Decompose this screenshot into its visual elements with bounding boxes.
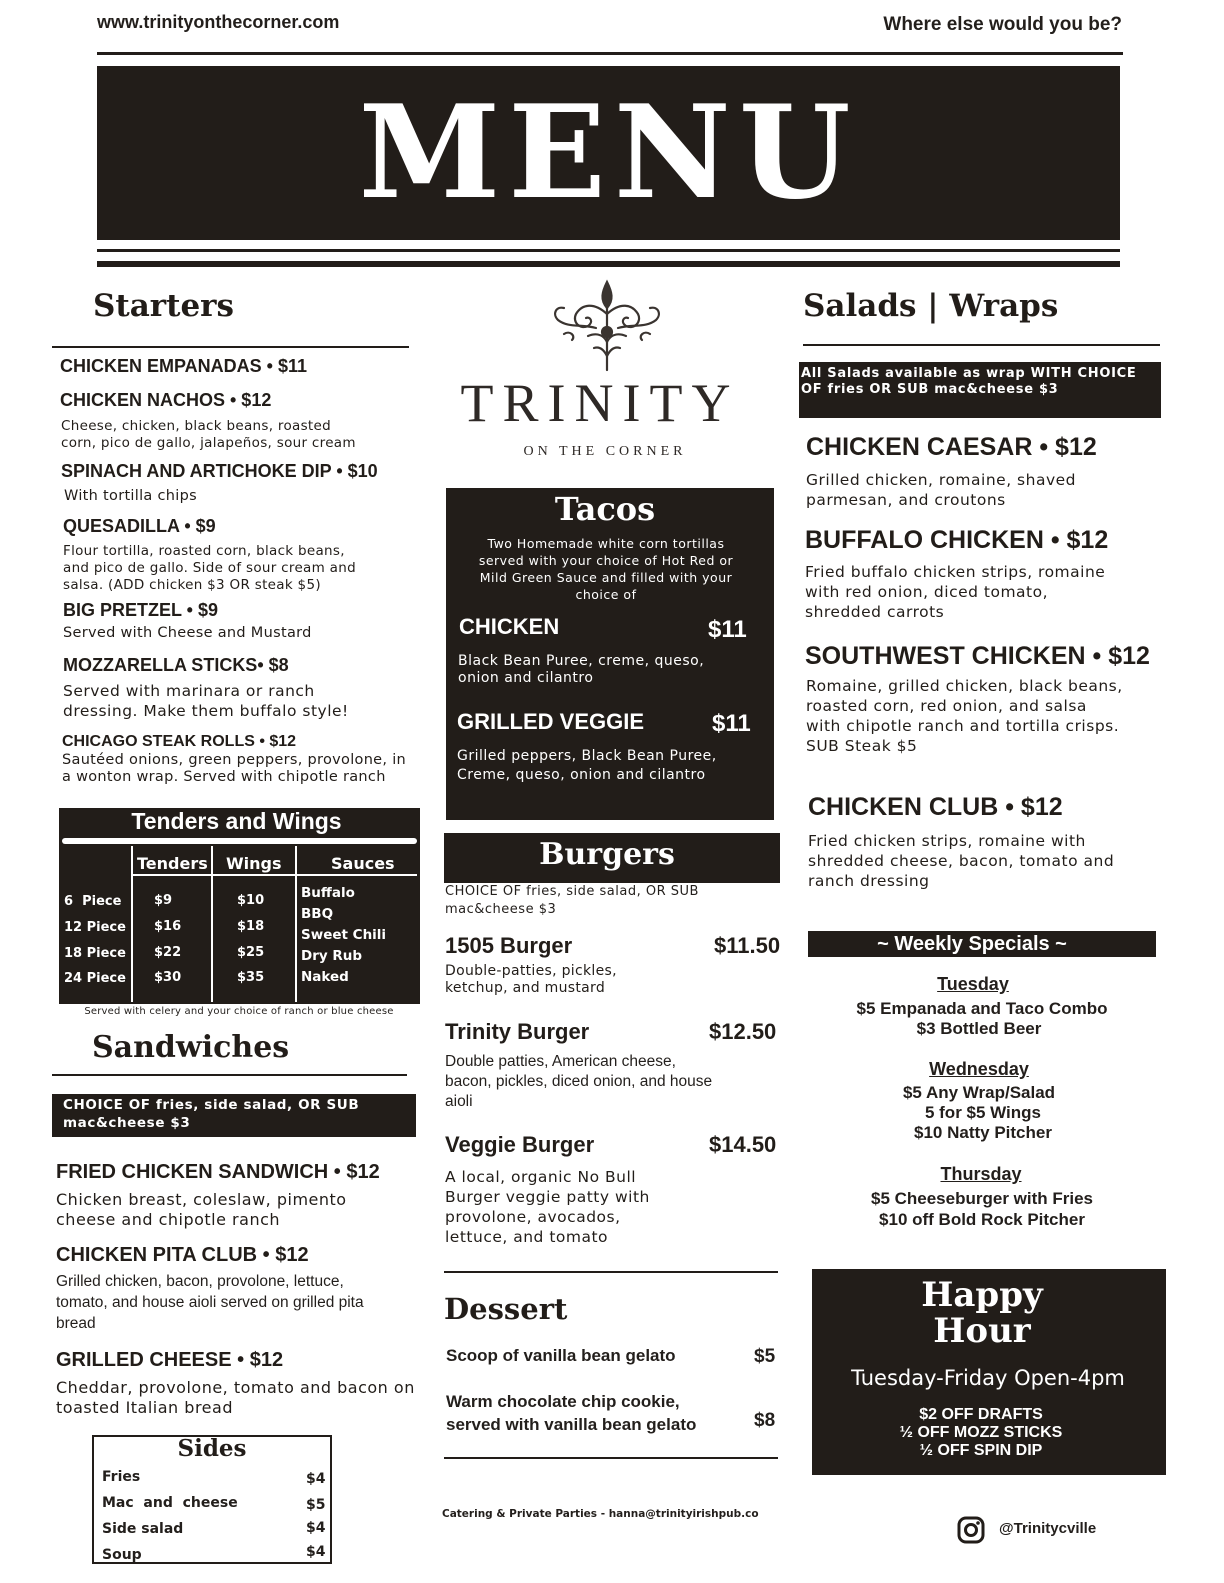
menu-banner xyxy=(97,66,1120,240)
starters-heading: Starters xyxy=(93,288,234,324)
starter-title: QUESADILLA • $9 xyxy=(63,516,216,536)
fleur-ornament-icon xyxy=(546,278,668,374)
special-line: $5 Cheeseburger with Fries xyxy=(870,1189,1094,1208)
salad-title: CHICKEN CAESAR • $12 xyxy=(806,433,1097,461)
salads-rule xyxy=(803,344,1160,346)
menu-title: MENU xyxy=(358,78,859,228)
tacos-heading: Tacos xyxy=(554,490,656,528)
starter-desc: Cheese, chicken, black beans, roasted corn, pico de gallo, jalapeños, sour cream xyxy=(61,418,356,451)
starter-title: MOZZARELLA STICKS• $8 xyxy=(63,655,289,675)
piece-label: 12 Piece xyxy=(64,920,126,935)
taco-name: CHICKEN xyxy=(459,614,560,639)
special-day: Tuesday xyxy=(937,974,1009,994)
side-price: $5 xyxy=(306,1497,326,1513)
banner-rule-thin xyxy=(97,249,1120,252)
burger-desc: A local, organic No Bull Burger veggie patty with provolone, avocados, lettuce, and tomato xyxy=(445,1168,650,1246)
special-line: $5 Any Wrap/Salad xyxy=(902,1083,1056,1102)
burger-name: 1505 Burger xyxy=(445,933,573,958)
side-name: Soup xyxy=(102,1547,142,1563)
specials-heading: ~ Weekly Specials ~ xyxy=(877,933,1067,955)
happy-hour-heading: Happy Hour xyxy=(921,1275,1043,1351)
logo-sub: ON THE CORNER xyxy=(523,444,687,459)
top-rule xyxy=(97,52,1123,55)
salad-desc: Grilled chicken, romaine, shaved parmesan, and croutons xyxy=(806,471,1076,509)
catering-note: Catering & Private Parties - hanna@trinityirishpub.co xyxy=(442,1508,759,1520)
specials-heading-box xyxy=(808,931,1156,957)
salad-desc: Fried buffalo chicken strips, romaine with red onion, diced tomato, shredded carrots xyxy=(805,563,1106,621)
taco-desc: Black Bean Puree, creme, queso, onion and cilantro xyxy=(458,653,705,686)
burgers-heading-box xyxy=(444,833,780,883)
dessert-price: $8 xyxy=(754,1410,776,1431)
starter-desc: Sautéed onions, green peppers, provolone, in a wonton wrap. Served with chipotle ranch xyxy=(62,752,407,785)
banner-rule-thick xyxy=(97,261,1120,267)
burger-price: $14.50 xyxy=(709,1132,777,1157)
burger-price: $12.50 xyxy=(709,1019,777,1044)
salad-desc: Romaine, grilled chicken, black beans, roasted corn, red onion, and salsa with chipotle ranch and tortilla crisps. SUB Steak $5 xyxy=(806,677,1123,755)
burger-name: Veggie Burger xyxy=(445,1132,595,1157)
side-price: $4 xyxy=(306,1471,326,1487)
taco-name: GRILLED VEGGIE xyxy=(457,709,645,734)
wings-price: $35 xyxy=(237,970,265,985)
burger-price: $11.50 xyxy=(714,933,781,958)
tacos-intro: Two Homemade white corn tortillas served with your choice of Hot Red or Mild Green Sauce and filled with your choice of xyxy=(478,536,734,602)
grid-line xyxy=(131,874,417,876)
taco-price: $11 xyxy=(708,616,747,643)
sandwich-title: FRIED CHICKEN SANDWICH • $12 xyxy=(56,1161,380,1183)
dessert-heading: Dessert xyxy=(444,1292,568,1326)
wings-price: $25 xyxy=(237,945,265,960)
special-line: $5 Empanada and Taco Combo xyxy=(856,999,1108,1018)
special-day: Wednesday xyxy=(929,1059,1029,1079)
starter-title: CHICAGO STEAK ROLLS • $12 xyxy=(62,733,297,750)
wings-price: $10 xyxy=(237,893,265,908)
salads-note-box xyxy=(799,362,1161,418)
happy-hour-box xyxy=(812,1269,1166,1475)
starter-title: CHICKEN NACHOS • $12 xyxy=(60,390,272,410)
starter-desc: Served with Cheese and Mustard xyxy=(63,625,312,641)
sauce-item: Naked xyxy=(301,969,349,985)
dessert-price: $5 xyxy=(754,1346,776,1367)
side-name: Side salad xyxy=(102,1521,184,1537)
sandwich-title: GRILLED CHEESE • $12 xyxy=(56,1349,284,1371)
sauce-item: Dry Rub xyxy=(301,948,363,964)
salad-desc: Fried chicken strips, romaine with shredded cheese, bacon, tomato and ranch dressing xyxy=(808,832,1115,890)
taco-desc: Grilled peppers, Black Bean Puree, Creme, queso, onion and cilantro xyxy=(457,748,717,783)
col-header-tenders: Tenders xyxy=(137,854,208,873)
burger-name: Trinity Burger xyxy=(445,1019,590,1044)
tenders-price: $30 xyxy=(154,970,182,985)
col-header-wings: Wings xyxy=(226,854,282,873)
side-price: $4 xyxy=(306,1544,326,1560)
special-line: 5 for $5 Wings xyxy=(924,1103,1042,1122)
instagram-icon[interactable] xyxy=(957,1516,985,1544)
special-line: $3 Bottled Beer xyxy=(916,1019,1042,1038)
tagline: Where else would you be? xyxy=(883,14,1122,35)
tenders-price: $22 xyxy=(154,945,182,960)
salads-heading: Salads | Wraps xyxy=(803,288,1059,324)
starter-desc: Flour tortilla, roasted corn, black beans, and pico de gallo. Side of sour cream and salsa. (ADD chicken $3 OR steak $5) xyxy=(63,543,356,593)
wings-price: $18 xyxy=(237,919,265,934)
sauce-item: Buffalo xyxy=(301,885,355,901)
tenders-rule xyxy=(62,838,417,844)
sandwiches-choice: CHOICE OF fries, side salad, OR SUB mac&cheese $3 xyxy=(63,1097,360,1131)
starter-title: CHICKEN EMPANADAS • $11 xyxy=(60,356,308,376)
sauce-item: BBQ xyxy=(301,906,334,922)
happy-hour-deal: $2 OFF DRAFTS xyxy=(919,1406,1043,1423)
sides-box xyxy=(92,1435,332,1564)
starter-title: SPINACH AND ARTICHOKE DIP • $10 xyxy=(61,461,378,481)
starters-rule xyxy=(52,346,409,348)
tenders-note: Served with celery and your choice of ranch or blue cheese xyxy=(84,1006,394,1017)
happy-hour-hours: Tuesday-Friday Open-4pm xyxy=(851,1366,1125,1390)
sandwiches-choice-box xyxy=(52,1094,416,1137)
dessert-bottom-rule xyxy=(444,1457,778,1459)
dessert-rule xyxy=(444,1271,778,1273)
starter-desc: With tortilla chips xyxy=(64,488,197,504)
starter-desc: Served with marinara or ranch dressing. Make them buffalo style! xyxy=(63,682,349,720)
sandwiches-rule xyxy=(52,1074,407,1076)
special-line: $10 Natty Pitcher xyxy=(914,1123,1052,1142)
tenders-price: $16 xyxy=(154,919,182,934)
salad-title: SOUTHWEST CHICKEN • $12 xyxy=(805,642,1150,670)
logo-name: TRINITY xyxy=(460,373,740,433)
tenders-price: $9 xyxy=(154,893,173,908)
taco-price: $11 xyxy=(712,710,751,737)
website-link[interactable]: www.trinityonthecorner.com xyxy=(97,12,340,32)
special-day: Thursday xyxy=(940,1164,1022,1184)
sauce-item: Sweet Chili xyxy=(301,927,387,943)
special-line: $10 off Bold Rock Pitcher xyxy=(879,1210,1085,1229)
col-header-sauces: Sauces xyxy=(331,854,395,873)
piece-label: 24 Piece xyxy=(64,971,126,986)
sides-heading: Sides xyxy=(177,1435,247,1462)
sandwich-desc: Cheddar, provolone, tomato and bacon on toasted Italian bread xyxy=(56,1378,415,1417)
salad-title: BUFFALO CHICKEN • $12 xyxy=(805,526,1109,554)
salads-note: All Salads available as wrap WITH CHOICE OF fries OR SUB mac&cheese $3 xyxy=(801,366,1137,397)
dessert-name: Warm chocolate chip cookie, served with vanilla bean gelato xyxy=(446,1392,697,1434)
piece-label: 18 Piece xyxy=(64,946,126,961)
sandwich-desc: Grilled chicken, bacon, provolone, lettuce, tomato, and house aioli served on grilled pita bread xyxy=(56,1273,364,1332)
sandwich-desc: Chicken breast, coleslaw, pimento cheese and chipotle ranch xyxy=(56,1190,347,1229)
instagram-handle[interactable]: @Trinitycville xyxy=(999,1520,1097,1537)
grid-line xyxy=(295,846,297,1002)
tacos-box xyxy=(446,488,774,820)
dessert-name: Scoop of vanilla bean gelato xyxy=(446,1346,676,1365)
happy-hour-deal: ½ OFF SPIN DIP xyxy=(919,1442,1043,1459)
tenders-wings-heading: Tenders and Wings xyxy=(131,808,342,834)
burger-desc: Double patties, American cheese, bacon, pickles, diced onion, and house aioli xyxy=(445,1053,713,1110)
side-price: $4 xyxy=(306,1520,326,1536)
burger-desc: Double-patties, pickles, ketchup, and mustard xyxy=(445,963,617,996)
starter-title: BIG PRETZEL • $9 xyxy=(63,600,219,620)
sandwiches-heading: Sandwiches xyxy=(92,1030,290,1065)
salad-title: CHICKEN CLUB • $12 xyxy=(808,793,1063,821)
burgers-choice: CHOICE OF fries, side salad, OR SUB mac&cheese $3 xyxy=(445,884,699,917)
grid-line xyxy=(131,846,133,1002)
burgers-heading: Burgers xyxy=(539,837,675,872)
side-name: Fries xyxy=(102,1469,141,1485)
tenders-wings-box xyxy=(59,808,420,1004)
sandwich-title: CHICKEN PITA CLUB • $12 xyxy=(56,1244,309,1266)
happy-hour-deal: ½ OFF MOZZ STICKS xyxy=(899,1424,1063,1441)
side-name: Mac and cheese xyxy=(102,1495,238,1511)
grid-line xyxy=(211,846,213,1002)
piece-label: 6 Piece xyxy=(64,894,122,909)
